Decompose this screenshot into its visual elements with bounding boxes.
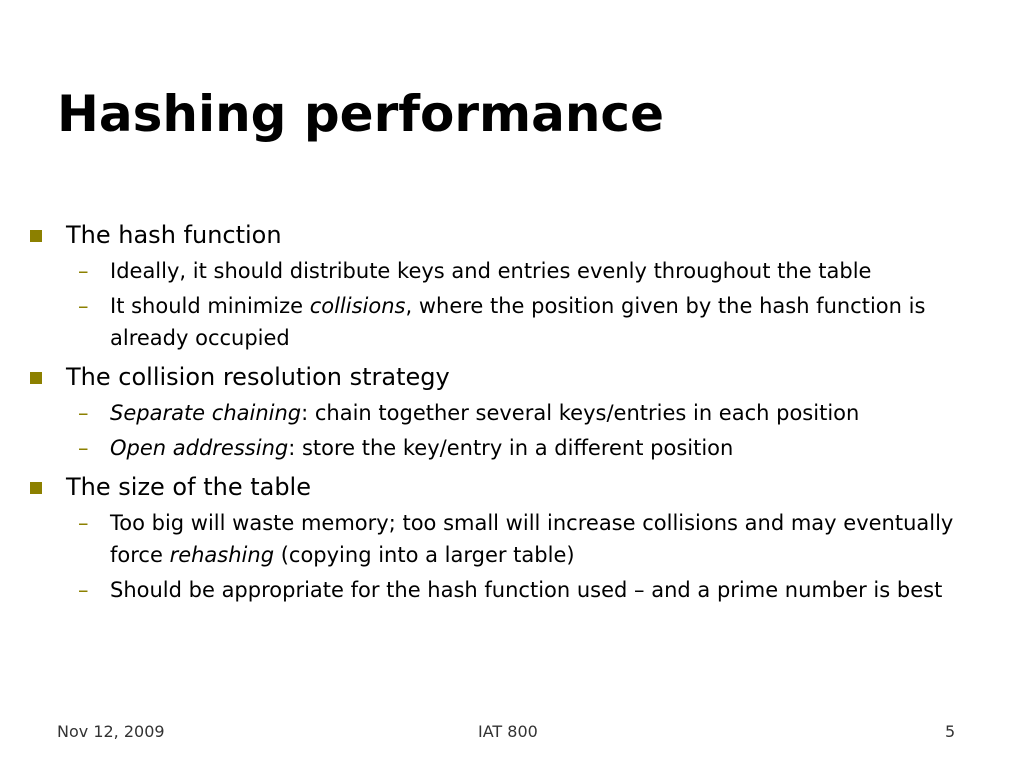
text-run: : store the key/entry in a different position bbox=[288, 436, 734, 460]
footer-course: IAT 800 bbox=[478, 722, 538, 741]
emphasized-term: collisions bbox=[309, 294, 406, 318]
sub-bullet-item bbox=[30, 507, 1010, 571]
footer-page-number: 5 bbox=[945, 722, 956, 741]
bullet-item bbox=[30, 470, 1010, 504]
slide-title: Hashing performance bbox=[57, 85, 664, 143]
text-run: (copying into a larger table) bbox=[274, 543, 575, 567]
sub-bullet-text bbox=[110, 397, 1004, 429]
emphasized-term: Open addressing bbox=[110, 436, 289, 460]
text-run: Ideally, it should distribute keys and entries evenly throughout the table bbox=[110, 259, 872, 283]
footer-date: Nov 12, 2009 bbox=[57, 722, 165, 741]
sub-bullet-text bbox=[110, 507, 1004, 571]
square-bullet-icon bbox=[30, 230, 42, 242]
square-bullet-icon bbox=[30, 482, 42, 494]
slide-body bbox=[30, 215, 1010, 606]
dash-bullet-icon: – bbox=[78, 294, 89, 318]
sub-bullet-text bbox=[110, 574, 1004, 606]
dash-bullet-icon: – bbox=[78, 436, 89, 460]
dash-bullet-icon: – bbox=[78, 511, 89, 535]
bullet-text: The collision resolution strategy bbox=[66, 363, 450, 391]
sub-bullet-text bbox=[110, 432, 1004, 464]
sub-bullet-item bbox=[30, 255, 1010, 287]
bullet-item bbox=[30, 218, 1010, 252]
dash-bullet-icon: – bbox=[78, 578, 89, 602]
sub-bullet-item bbox=[30, 432, 1010, 464]
emphasized-term: Separate chaining bbox=[110, 401, 302, 425]
sub-bullet-item bbox=[30, 574, 1010, 606]
bullet-text: The size of the table bbox=[66, 473, 311, 501]
bullet-text: The hash function bbox=[66, 221, 282, 249]
square-bullet-icon bbox=[30, 372, 42, 384]
bullet-item bbox=[30, 360, 1010, 394]
sub-bullet-item bbox=[30, 290, 1010, 354]
dash-bullet-icon: – bbox=[78, 259, 89, 283]
dash-bullet-icon: – bbox=[78, 401, 89, 425]
sub-bullet-text bbox=[110, 290, 1004, 354]
sub-bullet-text bbox=[110, 255, 1004, 287]
text-run: Should be appropriate for the hash function used – and a prime number is best bbox=[110, 578, 943, 602]
text-run: It should minimize bbox=[110, 294, 310, 318]
emphasized-term: rehashing bbox=[169, 543, 275, 567]
text-run: , where the position given by the hash function is already occupied bbox=[110, 294, 926, 350]
sub-bullet-item bbox=[30, 397, 1010, 429]
text-run: : chain together several keys/entries in each position bbox=[301, 401, 860, 425]
text-run: Too big will waste memory; too small will increase collisions and may eventually force bbox=[110, 511, 954, 567]
